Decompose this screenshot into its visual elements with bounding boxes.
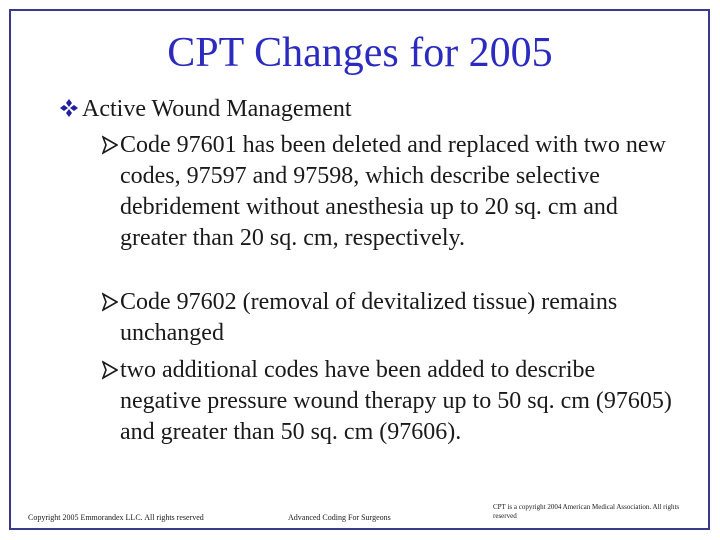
subitem-text: Code 97601 has been deleted and replaced with two new codes, 97597 and 97598, which describe selective debridement without anesthesia up to 20 sq. cm and greater than 20 sq. cm, respectively. <box>120 132 666 251</box>
arrow-bullet-icon <box>102 360 118 380</box>
slide-title: CPT Changes for 2005 <box>167 30 553 76</box>
bullet-active-wound-management <box>60 94 352 124</box>
bullet-label: Active Wound Management <box>82 96 352 122</box>
subitem-code-97601 <box>102 130 672 254</box>
footer-course-title: Advanced Coding For Surgeons <box>288 513 391 522</box>
subitem-text: Code 97602 (removal of devitalized tissue) remains unchanged <box>120 289 618 346</box>
footer-copyright: Copyright 2005 Emmorandex LLC. All rights reserved <box>28 513 204 522</box>
slide-frame <box>9 9 710 530</box>
footer-cpt-notice: CPT is a copyright 2004 American Medical Association. All rights reserved <box>493 503 680 520</box>
subitem-text: two additional codes have been added to describe negative pressure wound therapy up to 50 sq. cm (97605) and greater than 50 sq. cm (97606). <box>120 357 672 445</box>
subitem-new-codes <box>102 355 672 448</box>
diamond-bullet-icon <box>60 97 78 119</box>
arrow-bullet-icon <box>102 292 118 312</box>
subitem-code-97602 <box>102 287 672 349</box>
arrow-bullet-icon <box>102 135 118 155</box>
